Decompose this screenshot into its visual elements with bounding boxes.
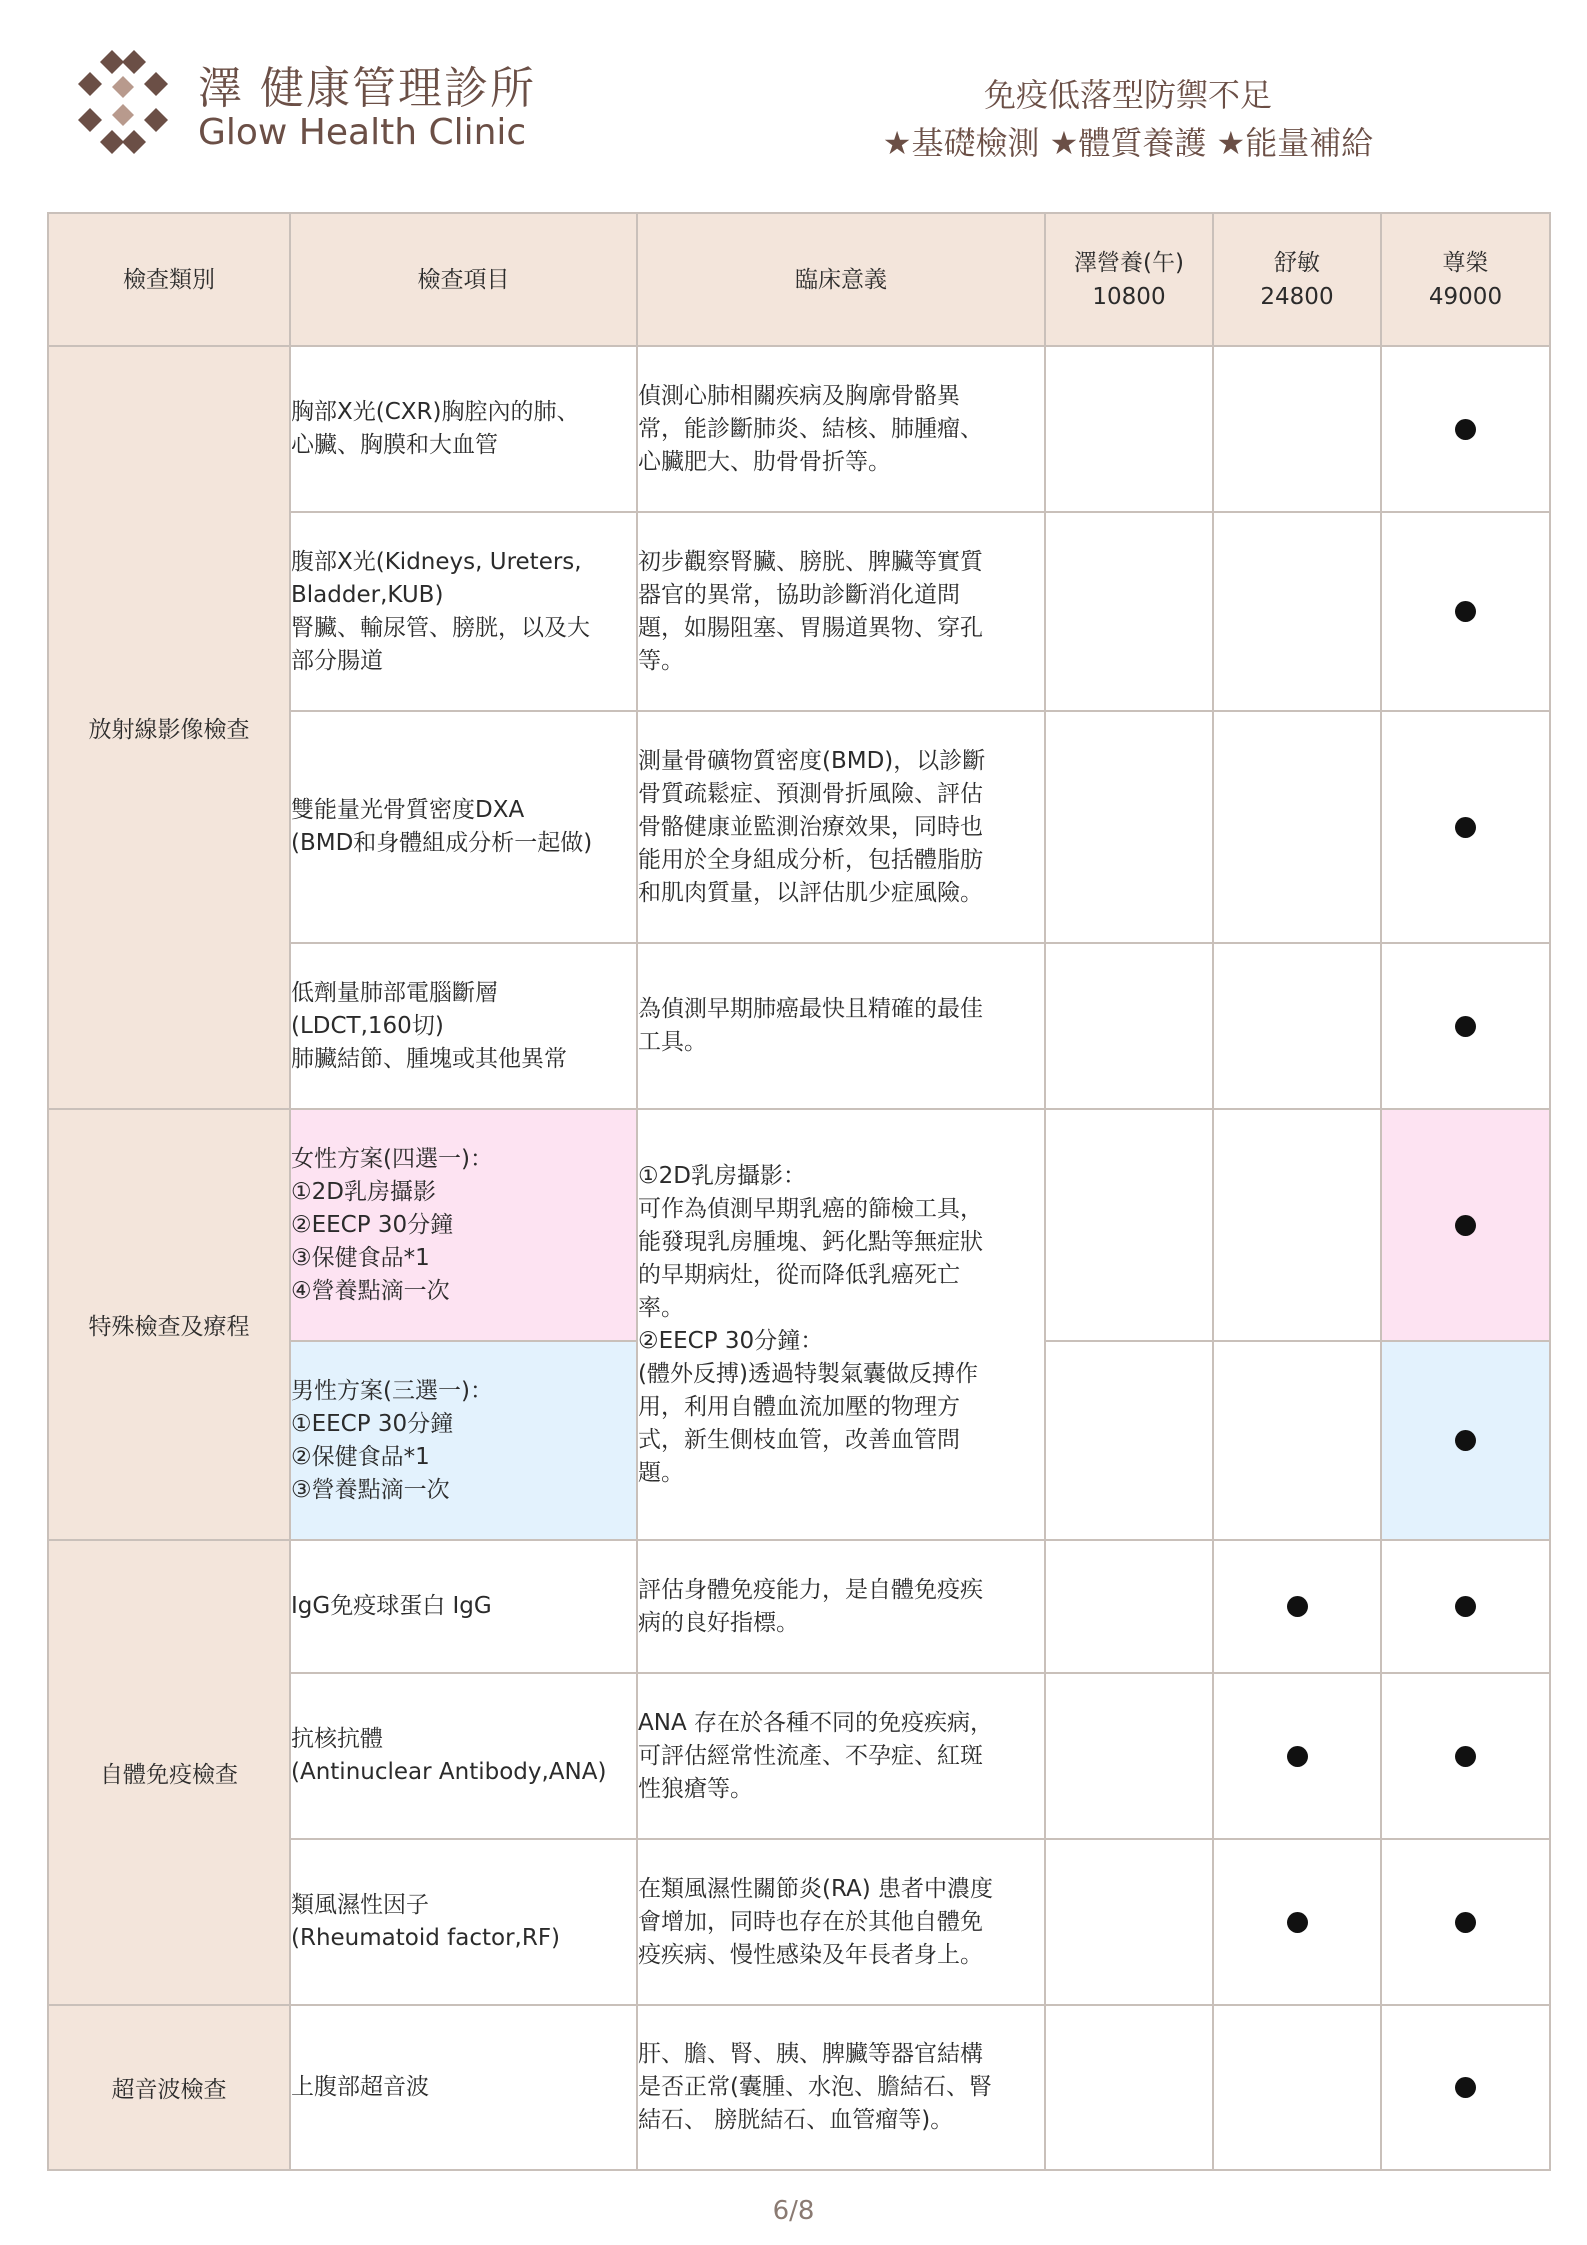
included-dot-icon (1455, 2077, 1476, 2098)
plan-2-cell (1213, 512, 1381, 711)
plan-3-cell (1381, 1540, 1550, 1673)
female-plan-item: 女性方案(四選一)： ①2D乳房攝影 ②EECP 30分鐘 ③保健食品*1 ④營養點滴一次 (290, 1109, 637, 1341)
exam-item: 上腹部超音波 (290, 2005, 637, 2170)
clinical-meaning: 在類風濕性關節炎(RA) 患者中濃度 會增加，同時也存在於其他自體免 疫疾病、慢性感染及年長者身上。 (637, 1839, 1045, 2005)
included-dot-icon (1455, 1016, 1476, 1037)
plan-1-cell (1045, 711, 1213, 943)
plan-3-cell (1381, 346, 1550, 512)
brand-name-english: Glow Health Clinic (198, 112, 527, 153)
exam-item: 類風濕性因子 (Rheumatoid factor,RF) (290, 1839, 637, 2005)
plan-2-name: 舒敏 (1274, 249, 1320, 276)
brand-name-chinese: 澤 健康管理診所 (198, 63, 536, 114)
plan-1-price: 10800 (1092, 283, 1166, 310)
clinical-meaning: 評估身體免疫能力，是自體免疫疾 病的良好指標。 (637, 1540, 1045, 1673)
plan-2-cell (1213, 1341, 1381, 1540)
header-item: 檢查項目 (290, 213, 637, 346)
clinical-meaning: 初步觀察腎臟、膀胱、脾臟等實質 器官的異常，協助診斷消化道問 題，如腸阻塞、胃腸道異物、穿孔 等。 (637, 512, 1045, 711)
plan-2-price: 24800 (1260, 283, 1334, 310)
header-meaning: 臨床意義 (637, 213, 1045, 346)
plan-1-cell (1045, 346, 1213, 512)
exam-item: 抗核抗體 (Antinuclear Antibody,ANA) (290, 1673, 637, 1839)
header-category: 檢查類別 (48, 213, 290, 346)
table-row (48, 2005, 1550, 2170)
table-row (48, 1109, 1550, 1341)
included-dot-icon (1455, 1430, 1476, 1451)
included-dot-icon (1455, 1215, 1476, 1236)
plan-1-name: 澤營養(午) (1074, 249, 1184, 276)
plan-2-cell (1213, 711, 1381, 943)
program-title: 免疫低落型防禦不足 (983, 76, 1272, 114)
included-dot-icon (1287, 1596, 1308, 1617)
included-dot-icon (1455, 601, 1476, 622)
clinical-meaning: 肝、膽、腎、胰、脾臟等器官結構 是否正常(囊腫、水泡、膽結石、腎 結石、 膀胱結石、血管瘤等)。 (637, 2005, 1045, 2170)
exam-comparison-table (47, 212, 1551, 2171)
exam-item: 腹部X光(Kidneys, Ureters, Bladder,KUB) 腎臟、輸尿管、膀胱，以及大 部分腸道 (290, 512, 637, 711)
clinical-meaning: 為偵測早期肺癌最快且精確的最佳 工具。 (637, 943, 1045, 1109)
table-row (48, 346, 1550, 512)
included-dot-icon (1287, 1746, 1308, 1767)
male-plan-item: 男性方案(三選一)： ①EECP 30分鐘 ②保健食品*1 ③營養點滴一次 (290, 1341, 637, 1540)
plan-2-cell (1213, 1839, 1381, 2005)
plan-3-cell (1381, 2005, 1550, 2170)
header-plan-2 (1213, 213, 1381, 346)
plan-3-price: 49000 (1428, 283, 1503, 310)
plan-3-cell (1381, 711, 1550, 943)
table-header-row (48, 213, 1550, 346)
plan-3-cell (1381, 1839, 1550, 2005)
plan-2-cell (1213, 346, 1381, 512)
clinical-meaning: ①2D乳房攝影： 可作為偵測早期乳癌的篩檢工具， 能發現乳房腫塊、鈣化點等無症狀 的早期病灶，從而降低乳癌死亡 率。 ②EECP 30分鐘： (體外反搏)透過特製氣囊做反搏作 用，利用自體血流加壓的物理方 式，新生側枝血管，改善血管問 題。 (637, 1109, 1045, 1540)
clinical-meaning: 測量骨礦物質密度(BMD)，以診斷 骨質疏鬆症、預測骨折風險、評估 骨骼健康並監測治療效果，同時也 能用於全身組成分析，包括體脂肪 和肌肉質量，以評估肌少症風險。 (637, 711, 1045, 943)
plan-1-cell (1045, 1109, 1213, 1341)
plan-1-cell (1045, 1540, 1213, 1673)
included-dot-icon (1455, 419, 1476, 440)
plan-2-cell (1213, 943, 1381, 1109)
plan-1-cell (1045, 943, 1213, 1109)
exam-item: 雙能量光骨質密度DXA (BMD和身體組成分析一起做) (290, 711, 637, 943)
category-radiology: 放射線影像檢查 (48, 346, 290, 1109)
plan-1-cell (1045, 1341, 1213, 1540)
program-subtitle: ★基礎檢測 ★體質養護 ★能量補給 (882, 124, 1374, 162)
plan-2-cell (1213, 1109, 1381, 1341)
header-plan-3 (1381, 213, 1550, 346)
exam-item: IgG免疫球蛋白 IgG (290, 1540, 637, 1673)
plan-2-cell (1213, 2005, 1381, 2170)
plan-3-cell (1381, 1341, 1550, 1540)
plan-3-cell (1381, 512, 1550, 711)
clinical-meaning: 偵測心肺相關疾病及胸廓骨骼異 常，能診斷肺炎、結核、肺腫瘤、 心臟肥大、肋骨骨折等。 (637, 346, 1045, 512)
category-ultrasound: 超音波檢查 (48, 2005, 290, 2170)
exam-item: 低劑量肺部電腦斷層 (LDCT,160切) 肺臟結節、腫塊或其他異常 (290, 943, 637, 1109)
plan-3-cell (1381, 1109, 1550, 1341)
page-number: 6/8 (772, 2196, 815, 2226)
table-row (48, 1540, 1550, 1673)
plan-3-cell (1381, 943, 1550, 1109)
included-dot-icon (1455, 1596, 1476, 1617)
clinic-logo (72, 46, 182, 158)
included-dot-icon (1455, 1912, 1476, 1933)
plan-1-cell (1045, 1673, 1213, 1839)
plan-2-cell (1213, 1540, 1381, 1673)
included-dot-icon (1455, 817, 1476, 838)
category-autoimmune: 自體免疫檢查 (48, 1540, 290, 2005)
plan-2-cell (1213, 1673, 1381, 1839)
plan-3-name: 尊榮 (1442, 249, 1489, 276)
plan-1-cell (1045, 2005, 1213, 2170)
included-dot-icon (1455, 1746, 1476, 1767)
clinical-meaning: ANA 存在於各種不同的免疫疾病， 可評估經常性流產、不孕症、紅斑 性狼瘡等。 (637, 1673, 1045, 1839)
category-special: 特殊檢查及療程 (48, 1109, 290, 1540)
plan-1-cell (1045, 1839, 1213, 2005)
exam-item: 胸部X光(CXR)胸腔內的肺、 心臟、胸膜和大血管 (290, 346, 637, 512)
plan-1-cell (1045, 512, 1213, 711)
included-dot-icon (1287, 1912, 1308, 1933)
header-plan-1 (1045, 213, 1213, 346)
plan-3-cell (1381, 1673, 1550, 1839)
